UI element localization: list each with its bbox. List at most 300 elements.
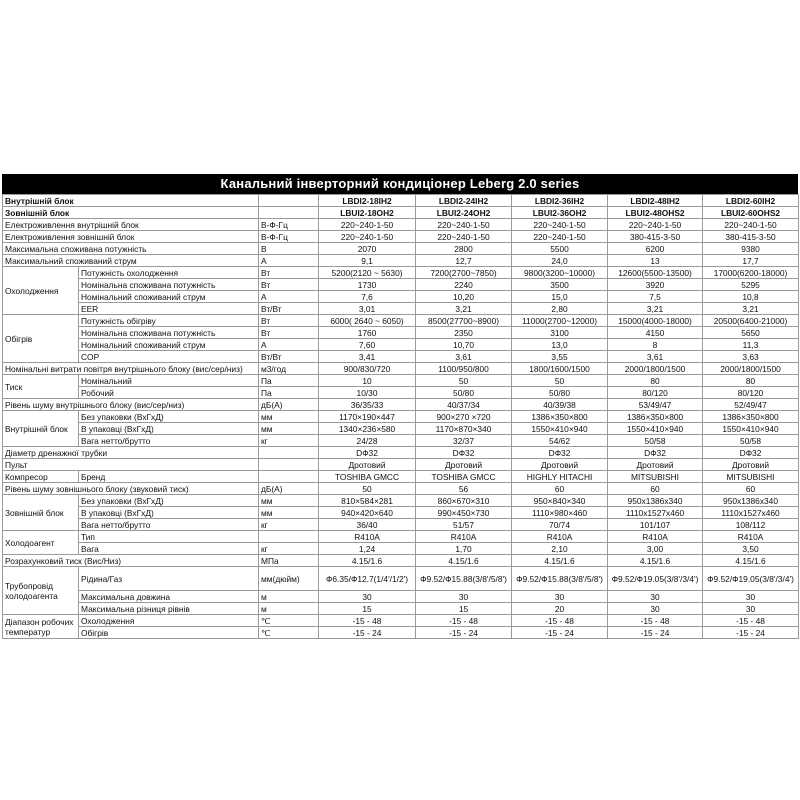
value-cell: 11000(2700~12000) <box>512 315 608 327</box>
value-cell: 10 <box>319 375 416 387</box>
unit-cell <box>259 471 319 483</box>
value-cell: -15 - 48 <box>512 615 608 627</box>
value-cell: 3,21 <box>703 303 799 315</box>
value-cell: HIGHLY HITACHI <box>512 471 608 483</box>
value-cell: 13,0 <box>512 339 608 351</box>
row-label: Зовнішній блок <box>3 495 79 531</box>
value-cell: LBUI2-48OHS2 <box>608 207 703 219</box>
value-cell: 80/120 <box>608 387 703 399</box>
value-cell: 4.15/1.6 <box>416 555 512 567</box>
value-cell: LBUI2-24OH2 <box>416 207 512 219</box>
value-cell: 3,63 <box>703 351 799 363</box>
value-cell: 1550×410×940 <box>703 423 799 435</box>
row-label: Розрахунковий тиск (Вис/Низ) <box>3 555 259 567</box>
row-sublabel: Номінальний споживаний струм <box>79 291 259 303</box>
spec-sheet <box>2 174 798 639</box>
spec-row <box>3 447 799 459</box>
value-cell: -15 - 48 <box>319 615 416 627</box>
row-sublabel: Номінальний <box>79 375 259 387</box>
value-cell: 1110×980×460 <box>512 507 608 519</box>
spec-row <box>3 207 799 219</box>
unit-cell: Вт <box>259 327 319 339</box>
value-cell: 3,61 <box>608 351 703 363</box>
value-cell: 80 <box>608 375 703 387</box>
spec-row <box>3 471 799 483</box>
spec-row <box>3 291 799 303</box>
value-cell: 10,8 <box>703 291 799 303</box>
value-cell: 1,24 <box>319 543 416 555</box>
value-cell: 1386×350×800 <box>703 411 799 423</box>
value-cell: LBDI2-60IH2 <box>703 195 799 207</box>
row-sublabel: Охолодження <box>79 615 259 627</box>
value-cell: 220~240-1-50 <box>416 219 512 231</box>
row-label: Пульт <box>3 459 259 471</box>
value-cell: 9800(3200~10000) <box>512 267 608 279</box>
value-cell: 80 <box>703 375 799 387</box>
value-cell: 30 <box>703 591 799 603</box>
unit-cell: дБ(А) <box>259 483 319 495</box>
value-cell: TOSHIBA GMCC <box>319 471 416 483</box>
value-cell: 12600(5500-13500) <box>608 267 703 279</box>
value-cell: LBDI2-48IH2 <box>608 195 703 207</box>
spec-row <box>3 243 799 255</box>
row-label: Обігрів <box>3 315 79 363</box>
value-cell: 50 <box>512 375 608 387</box>
row-label: Діапазон робочих температур <box>3 615 79 639</box>
value-cell: 6000( 2640 ~ 6050) <box>319 315 416 327</box>
unit-cell: кг <box>259 519 319 531</box>
row-sublabel: Номінальна споживана потужність <box>79 327 259 339</box>
value-cell: 3,01 <box>319 303 416 315</box>
row-sublabel: Вага <box>79 543 259 555</box>
unit-cell: Па <box>259 375 319 387</box>
unit-cell: мм(дюйм) <box>259 567 319 591</box>
value-cell: 108/112 <box>703 519 799 531</box>
row-sublabel: Обігрів <box>79 627 259 639</box>
value-cell: 17000(6200-18000) <box>703 267 799 279</box>
value-cell: 220~240-1-50 <box>319 231 416 243</box>
value-cell: 380-415-3-50 <box>608 231 703 243</box>
unit-cell: В <box>259 243 319 255</box>
row-sublabel: COP <box>79 351 259 363</box>
value-cell: 15,0 <box>512 291 608 303</box>
spec-row <box>3 543 799 555</box>
value-cell: 1,70 <box>416 543 512 555</box>
value-cell: 40/39/38 <box>512 399 608 411</box>
row-label: Охолодження <box>3 267 79 315</box>
value-cell: 3,61 <box>416 351 512 363</box>
spec-row <box>3 459 799 471</box>
value-cell: 36/35/33 <box>319 399 416 411</box>
unit-cell: А <box>259 339 319 351</box>
unit-cell: В-Ф-Гц <box>259 231 319 243</box>
spec-row <box>3 327 799 339</box>
row-label: Максимальний споживаний струм <box>3 255 259 267</box>
unit-cell: дБ(А) <box>259 399 319 411</box>
value-cell: 51/57 <box>416 519 512 531</box>
row-sublabel: Потужність охолодження <box>79 267 259 279</box>
value-cell: 220~240-1-50 <box>512 231 608 243</box>
value-cell: 10/30 <box>319 387 416 399</box>
value-cell: 8500(27700~8900) <box>416 315 512 327</box>
value-cell: 52/49/47 <box>703 399 799 411</box>
row-sublabel: Номінальна споживана потужність <box>79 279 259 291</box>
value-cell: TOSHIBA GMCC <box>416 471 512 483</box>
value-cell: 30 <box>703 603 799 615</box>
value-cell: 50 <box>416 375 512 387</box>
value-cell: 1550×410×940 <box>512 423 608 435</box>
unit-cell <box>259 447 319 459</box>
spec-row <box>3 519 799 531</box>
spec-row <box>3 303 799 315</box>
value-cell: 1100/950/800 <box>416 363 512 375</box>
value-cell: 50/80 <box>416 387 512 399</box>
value-cell: 3500 <box>512 279 608 291</box>
value-cell: 2000/1800/1500 <box>608 363 703 375</box>
row-sublabel: Без упаковки (ВхГхД) <box>79 495 259 507</box>
value-cell: 10,20 <box>416 291 512 303</box>
spec-row <box>3 219 799 231</box>
unit-cell: Вт <box>259 267 319 279</box>
value-cell: 900/830/720 <box>319 363 416 375</box>
value-cell: 2800 <box>416 243 512 255</box>
value-cell: Ф9.52/Ф15.88(3/8'/5/8') <box>416 567 512 591</box>
value-cell: 7,5 <box>608 291 703 303</box>
unit-cell: мм <box>259 423 319 435</box>
row-label: Електроживлення внутрішній блок <box>3 219 259 231</box>
value-cell: 1730 <box>319 279 416 291</box>
spec-row <box>3 435 799 447</box>
value-cell: MITSUBISHI <box>608 471 703 483</box>
unit-cell <box>259 531 319 543</box>
value-cell: 17,7 <box>703 255 799 267</box>
value-cell: 2350 <box>416 327 512 339</box>
value-cell: LBDI2-18IH2 <box>319 195 416 207</box>
value-cell: 1386×350×800 <box>608 411 703 423</box>
value-cell: 70/74 <box>512 519 608 531</box>
spec-row <box>3 483 799 495</box>
value-cell: -15 - 48 <box>608 615 703 627</box>
row-sublabel: Вага нетто/брутто <box>79 435 259 447</box>
value-cell: DФ32 <box>703 447 799 459</box>
spec-row <box>3 255 799 267</box>
spec-row <box>3 423 799 435</box>
value-cell: 60 <box>703 483 799 495</box>
row-label: Електроживлення зовнішній блок <box>3 231 259 243</box>
value-cell: R410A <box>416 531 512 543</box>
value-cell: Ф9.52/Ф15.88(3/8'/5/8') <box>512 567 608 591</box>
value-cell: R410A <box>512 531 608 543</box>
value-cell: 220~240-1-50 <box>703 219 799 231</box>
spec-table <box>2 194 799 639</box>
row-label: Холодоагент <box>3 531 79 555</box>
sheet-title: Канальний інверторний кондиціонер Leberg 2.0 series <box>2 174 798 194</box>
row-label: Компресор <box>3 471 79 483</box>
unit-cell: м <box>259 603 319 615</box>
unit-cell: Вт <box>259 279 319 291</box>
value-cell: Дротовий <box>416 459 512 471</box>
row-label: Рівень шуму зовнішнього блоку (звуковий тиск) <box>3 483 259 495</box>
value-cell: LBDI2-24IH2 <box>416 195 512 207</box>
value-cell: 3,00 <box>608 543 703 555</box>
value-cell: 950x1386x340 <box>703 495 799 507</box>
unit-cell: Вт/Вт <box>259 351 319 363</box>
row-sublabel: Максимальна довжина <box>79 591 259 603</box>
value-cell: 12,7 <box>416 255 512 267</box>
value-cell: 54/62 <box>512 435 608 447</box>
value-cell: 4.15/1.6 <box>608 555 703 567</box>
value-cell: 950×840×340 <box>512 495 608 507</box>
value-cell: 10,70 <box>416 339 512 351</box>
row-label: Внутрішній блок <box>3 195 259 207</box>
unit-cell: м3/год <box>259 363 319 375</box>
value-cell: 8 <box>608 339 703 351</box>
value-cell: 15000(4000-18000) <box>608 315 703 327</box>
value-cell: 30 <box>319 591 416 603</box>
value-cell: 2240 <box>416 279 512 291</box>
value-cell: 1386×350×800 <box>512 411 608 423</box>
value-cell: 60 <box>512 483 608 495</box>
value-cell: -15 - 48 <box>416 615 512 627</box>
row-sublabel: Номінальний споживаний струм <box>79 339 259 351</box>
value-cell: 9,1 <box>319 255 416 267</box>
value-cell: 4.15/1.6 <box>512 555 608 567</box>
value-cell: 7,6 <box>319 291 416 303</box>
unit-cell: ℃ <box>259 615 319 627</box>
value-cell: 860×670×310 <box>416 495 512 507</box>
value-cell: LBUI2-18OH2 <box>319 207 416 219</box>
value-cell: R410A <box>703 531 799 543</box>
value-cell: 220~240-1-50 <box>416 231 512 243</box>
row-sublabel: Максимальна різниця рівнів <box>79 603 259 615</box>
value-cell: 32/37 <box>416 435 512 447</box>
unit-cell: ℃ <box>259 627 319 639</box>
value-cell: 15 <box>416 603 512 615</box>
spec-row <box>3 591 799 603</box>
value-cell: 5200(2120 ~ 5630) <box>319 267 416 279</box>
value-cell: 60 <box>608 483 703 495</box>
unit-cell: Вт <box>259 315 319 327</box>
value-cell: 220~240-1-50 <box>512 219 608 231</box>
value-cell: 53/49/47 <box>608 399 703 411</box>
value-cell: 3100 <box>512 327 608 339</box>
value-cell: 6200 <box>608 243 703 255</box>
value-cell: R410A <box>319 531 416 543</box>
row-sublabel: Бренд <box>79 471 259 483</box>
unit-cell: м <box>259 591 319 603</box>
value-cell: 1170×870×340 <box>416 423 512 435</box>
value-cell: 900×270 ×720 <box>416 411 512 423</box>
value-cell: 220~240-1-50 <box>608 219 703 231</box>
row-sublabel: Рідина/Газ <box>79 567 259 591</box>
value-cell: 1550×410×940 <box>608 423 703 435</box>
value-cell: 80/120 <box>703 387 799 399</box>
value-cell: Дротовий <box>608 459 703 471</box>
value-cell: MITSUBISHI <box>703 471 799 483</box>
row-sublabel: Потужність обігріву <box>79 315 259 327</box>
spec-row <box>3 627 799 639</box>
spec-row <box>3 351 799 363</box>
value-cell: 4.15/1.6 <box>319 555 416 567</box>
row-sublabel: В упаковці (ВхГхД) <box>79 507 259 519</box>
value-cell: 11,3 <box>703 339 799 351</box>
spec-row <box>3 507 799 519</box>
value-cell: 3920 <box>608 279 703 291</box>
value-cell: LBDI2-36IH2 <box>512 195 608 207</box>
value-cell: 3,50 <box>703 543 799 555</box>
value-cell: -15 - 24 <box>319 627 416 639</box>
value-cell: 810×584×281 <box>319 495 416 507</box>
value-cell: 380-415-3-50 <box>703 231 799 243</box>
row-sublabel: Робочий <box>79 387 259 399</box>
spec-row <box>3 567 799 591</box>
value-cell: 1340×236×580 <box>319 423 416 435</box>
row-sublabel: Без упаковки (ВхГхД) <box>79 411 259 423</box>
spec-row <box>3 267 799 279</box>
row-sublabel: В упаковці (ВхГхД) <box>79 423 259 435</box>
row-label: Трубопровід холодоагента <box>3 567 79 615</box>
value-cell: DФ32 <box>416 447 512 459</box>
value-cell: 4150 <box>608 327 703 339</box>
value-cell: 2,10 <box>512 543 608 555</box>
spec-row <box>3 387 799 399</box>
value-cell: 30 <box>512 591 608 603</box>
spec-row <box>3 375 799 387</box>
value-cell: DФ32 <box>608 447 703 459</box>
value-cell: 5500 <box>512 243 608 255</box>
unit-cell: кг <box>259 435 319 447</box>
spec-row <box>3 279 799 291</box>
value-cell: 5295 <box>703 279 799 291</box>
spec-row <box>3 231 799 243</box>
value-cell: 50/58 <box>703 435 799 447</box>
value-cell: 20 <box>512 603 608 615</box>
spec-row <box>3 603 799 615</box>
value-cell: 101/107 <box>608 519 703 531</box>
value-cell: LBUI2-36OH2 <box>512 207 608 219</box>
spec-row <box>3 531 799 543</box>
value-cell: 30 <box>608 591 703 603</box>
row-label: Номінальні витрати повітря внутрішнього блоку (вис/сер/низ) <box>3 363 259 375</box>
value-cell: 220~240-1-50 <box>319 219 416 231</box>
value-cell: 1760 <box>319 327 416 339</box>
value-cell: -15 - 24 <box>512 627 608 639</box>
value-cell: 3,21 <box>608 303 703 315</box>
value-cell: 950x1386x340 <box>608 495 703 507</box>
unit-cell: кг <box>259 543 319 555</box>
unit-cell: МПа <box>259 555 319 567</box>
value-cell: Дротовий <box>512 459 608 471</box>
value-cell: 940×420×640 <box>319 507 416 519</box>
value-cell: 9380 <box>703 243 799 255</box>
value-cell: 24,0 <box>512 255 608 267</box>
unit-cell: В-Ф-Гц <box>259 219 319 231</box>
unit-cell <box>259 207 319 219</box>
row-label: Тиск <box>3 375 79 399</box>
value-cell: Дротовий <box>703 459 799 471</box>
unit-cell: А <box>259 291 319 303</box>
value-cell: 50/58 <box>608 435 703 447</box>
unit-cell: мм <box>259 507 319 519</box>
row-label: Рівень шуму внутрішнього блоку (вис/сер/низ) <box>3 399 259 411</box>
value-cell: DФ32 <box>319 447 416 459</box>
value-cell: -15 - 24 <box>703 627 799 639</box>
unit-cell: мм <box>259 495 319 507</box>
value-cell: 40/37/34 <box>416 399 512 411</box>
spec-row <box>3 195 799 207</box>
value-cell: 50 <box>319 483 416 495</box>
value-cell: DФ32 <box>512 447 608 459</box>
value-cell: 3,21 <box>416 303 512 315</box>
unit-cell: мм <box>259 411 319 423</box>
value-cell: 2000/1800/1500 <box>703 363 799 375</box>
row-label: Зовнішній блок <box>3 207 259 219</box>
row-label: Максимальна споживана потужність <box>3 243 259 255</box>
value-cell: LBUI2-60OHS2 <box>703 207 799 219</box>
value-cell: 56 <box>416 483 512 495</box>
value-cell: -15 - 24 <box>416 627 512 639</box>
value-cell: 2,80 <box>512 303 608 315</box>
unit-cell: Па <box>259 387 319 399</box>
unit-cell: Вт/Вт <box>259 303 319 315</box>
row-sublabel: Вага нетто/брутто <box>79 519 259 531</box>
value-cell: 30 <box>416 591 512 603</box>
spec-row <box>3 363 799 375</box>
spec-row <box>3 315 799 327</box>
value-cell: Ф9.52/Ф19.05(3/8'/3/4') <box>703 567 799 591</box>
value-cell: 1110x1527x460 <box>608 507 703 519</box>
unit-cell <box>259 195 319 207</box>
value-cell: 3,55 <box>512 351 608 363</box>
value-cell: 1800/1600/1500 <box>512 363 608 375</box>
value-cell: Ф6.35/Ф12.7(1/4'/1/2') <box>319 567 416 591</box>
value-cell: 7200(2700~7850) <box>416 267 512 279</box>
row-sublabel: Тип <box>79 531 259 543</box>
value-cell: 4.15/1.6 <box>703 555 799 567</box>
value-cell: -15 - 24 <box>608 627 703 639</box>
value-cell: R410A <box>608 531 703 543</box>
value-cell: 2070 <box>319 243 416 255</box>
row-label: Внутрішній блок <box>3 411 79 447</box>
spec-row <box>3 339 799 351</box>
value-cell: 50/80 <box>512 387 608 399</box>
value-cell: 36/40 <box>319 519 416 531</box>
value-cell: 990×450×730 <box>416 507 512 519</box>
value-cell: 13 <box>608 255 703 267</box>
spec-row <box>3 411 799 423</box>
value-cell: 15 <box>319 603 416 615</box>
value-cell: 20500(6400-21000) <box>703 315 799 327</box>
value-cell: Дротовий <box>319 459 416 471</box>
unit-cell: А <box>259 255 319 267</box>
spec-row <box>3 615 799 627</box>
spec-row <box>3 399 799 411</box>
value-cell: -15 - 48 <box>703 615 799 627</box>
spec-row <box>3 495 799 507</box>
value-cell: 24/28 <box>319 435 416 447</box>
spec-row <box>3 555 799 567</box>
unit-cell <box>259 459 319 471</box>
value-cell: 1170×190×447 <box>319 411 416 423</box>
value-cell: 1110x1527x460 <box>703 507 799 519</box>
value-cell: 5650 <box>703 327 799 339</box>
value-cell: 30 <box>608 603 703 615</box>
value-cell: 3,41 <box>319 351 416 363</box>
row-sublabel: EER <box>79 303 259 315</box>
row-label: Діаметр дренажної трубки <box>3 447 259 459</box>
value-cell: 7,60 <box>319 339 416 351</box>
value-cell: Ф9.52/Ф19.05(3/8'/3/4') <box>608 567 703 591</box>
